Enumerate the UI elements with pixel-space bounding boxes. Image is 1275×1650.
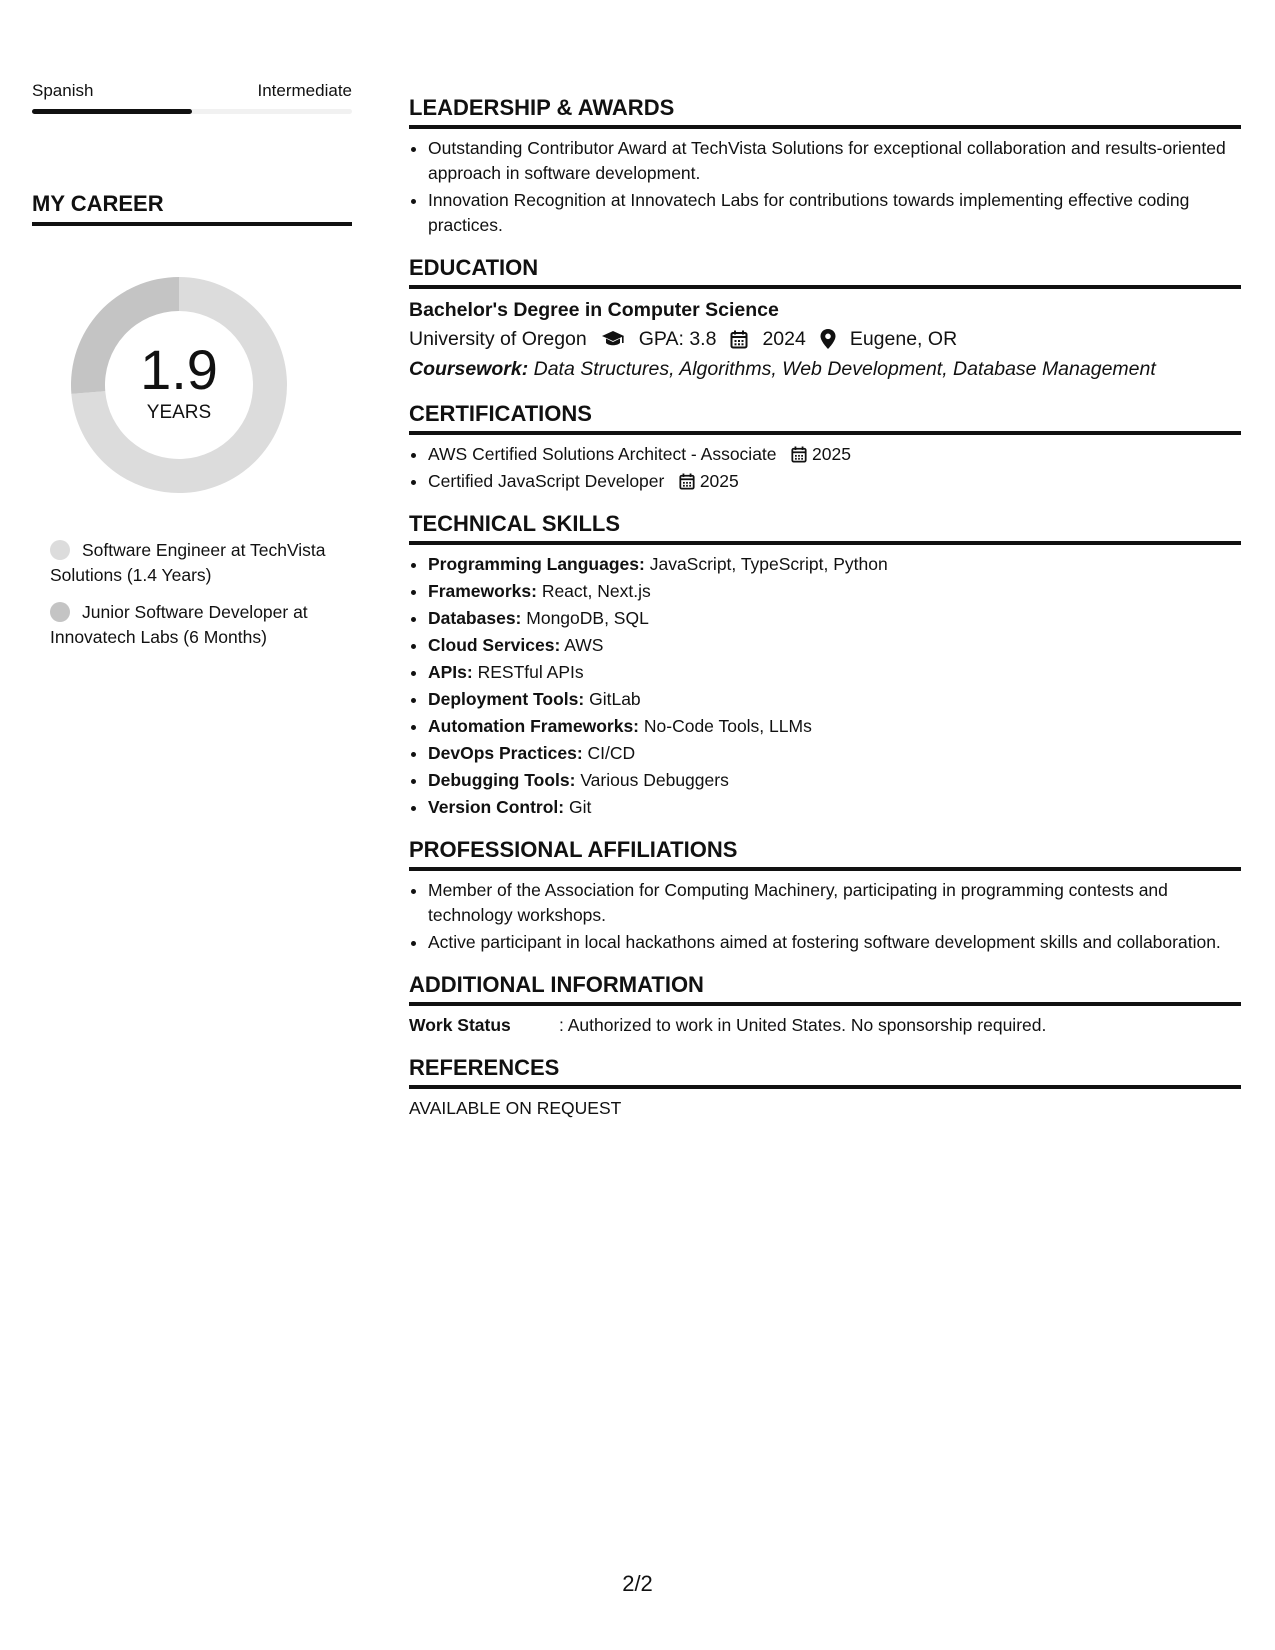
sidebar — [32, 80, 352, 662]
leadership-list — [409, 136, 1241, 238]
skill-label: Debugging Tools: — [428, 770, 576, 790]
education-details — [409, 324, 1241, 354]
section-leadership — [409, 94, 1241, 238]
section-rule — [409, 1002, 1241, 1006]
career-legend-item — [50, 600, 352, 650]
skill-value: MongoDB, SQL — [526, 608, 649, 628]
skill-item — [428, 552, 1241, 577]
skill-value: RESTful APIs — [477, 662, 584, 682]
skills-list — [409, 552, 1241, 820]
section-title: CERTIFICATIONS — [409, 401, 592, 426]
skill-label: DevOps Practices: — [428, 743, 583, 763]
career-legend-label: Software Engineer at TechVista Solutions (1.4 Years) — [50, 540, 326, 585]
career-legend — [32, 538, 352, 650]
legend-dot-icon — [50, 540, 70, 560]
list-item: • Member of the Association for Computing Machinery, participating in programming contests and technology workshops. — [428, 878, 1241, 928]
career-legend-item — [50, 538, 352, 588]
skill-value: React, Next.js — [541, 581, 651, 601]
section-title: ADDITIONAL INFORMATION — [409, 972, 704, 997]
career-heading-rule — [32, 222, 352, 226]
skill-label: Databases: — [428, 608, 522, 628]
skill-item — [428, 606, 1241, 631]
main-content — [409, 94, 1241, 1137]
certification-name: Certified JavaScript Developer — [428, 471, 665, 491]
list-item: • Outstanding Contributor Award at TechVista Solutions for exceptional collaboration and results-oriented approach in software development. — [428, 136, 1241, 186]
section-professional-affiliations — [409, 836, 1241, 955]
section-title: REFERENCES — [409, 1055, 560, 1080]
skill-item — [428, 741, 1241, 766]
skill-item — [428, 795, 1241, 820]
career-legend-label: Junior Software Developer at Innovatech Labs (6 Months) — [50, 602, 308, 647]
skill-label: Deployment Tools: — [428, 689, 585, 709]
skill-value: GitLab — [589, 689, 641, 709]
education-gpa: GPA: 3.8 — [638, 328, 717, 350]
work-status-label: Work Status — [409, 1015, 511, 1035]
education-coursework — [409, 354, 1241, 384]
map-pin-icon — [820, 329, 836, 349]
career-total-unit: YEARS — [146, 402, 212, 423]
skill-item — [428, 714, 1241, 739]
section-title: EDUCATION — [409, 255, 539, 280]
calendar-icon — [791, 446, 807, 463]
list-item — [428, 442, 1241, 467]
section-title: PROFESSIONAL AFFILIATIONS — [409, 837, 738, 862]
education-year: 2024 — [762, 328, 806, 350]
work-status-value: : Authorized to work in United States. No sponsorship required. — [559, 1015, 1047, 1035]
section-title: TECHNICAL SKILLS — [409, 511, 621, 536]
language-proficiency-bar — [32, 109, 352, 114]
education-location: Eugene, OR — [849, 328, 958, 350]
calendar-icon — [730, 330, 748, 349]
skill-label: Programming Languages: — [428, 554, 645, 574]
skill-value: AWS — [564, 635, 604, 655]
career-donut-center — [64, 270, 294, 500]
career-donut-chart — [64, 270, 294, 500]
skill-value: No-Code Tools, LLMs — [643, 716, 812, 736]
section-education — [409, 254, 1241, 384]
skill-label: Version Control: — [428, 797, 565, 817]
skill-label: Cloud Services: — [428, 635, 561, 655]
section-rule — [409, 431, 1241, 435]
skill-value: JavaScript, TypeScript, Python — [649, 554, 888, 574]
skill-item — [428, 768, 1241, 793]
skill-item — [428, 687, 1241, 712]
skill-label: Frameworks: — [428, 581, 537, 601]
section-additional-information — [409, 971, 1241, 1038]
skill-item — [428, 660, 1241, 685]
page-number: 2/2 — [622, 1571, 653, 1596]
section-technical-skills — [409, 510, 1241, 820]
education-school: University of Oregon — [409, 328, 587, 350]
list-item: • Innovation Recognition at Innovatech Labs for contributions towards implementing effective coding practices. — [428, 188, 1241, 238]
section-rule — [409, 867, 1241, 871]
certification-year: 2025 — [699, 471, 739, 491]
section-title: LEADERSHIP & AWARDS — [409, 95, 675, 120]
section-references — [409, 1054, 1241, 1121]
list-item: • Active participant in local hackathons aimed at fostering software development skills and collaboration. — [428, 930, 1241, 955]
section-certifications — [409, 400, 1241, 494]
career-total-value: 1.9 — [140, 338, 218, 401]
skill-label: Automation Frameworks: — [428, 716, 639, 736]
education-degree: Bachelor's Degree in Computer Science — [409, 299, 779, 321]
language-name: Spanish — [32, 81, 94, 100]
calendar-icon — [679, 473, 695, 490]
certifications-list — [409, 442, 1241, 494]
career-heading: MY CAREER — [32, 191, 164, 216]
certification-year: 2025 — [812, 444, 851, 464]
skill-value: CI/CD — [587, 743, 636, 763]
affiliations-list — [409, 878, 1241, 955]
list-item — [428, 469, 1241, 494]
skill-item — [428, 633, 1241, 658]
section-rule — [409, 541, 1241, 545]
coursework-label: Coursework: — [409, 358, 529, 380]
skill-value: Git — [569, 797, 592, 817]
graduation-cap-icon — [601, 330, 625, 348]
section-rule — [409, 1085, 1241, 1089]
references-text: AVAILABLE ON REQUEST — [409, 1098, 622, 1118]
skill-value: Various Debuggers — [580, 770, 729, 790]
skill-item — [428, 579, 1241, 604]
language-proficiency-fill — [32, 109, 192, 114]
section-rule — [409, 125, 1241, 129]
language-level: Intermediate — [257, 81, 352, 100]
legend-dot-icon — [50, 602, 70, 622]
language-row — [32, 80, 352, 102]
coursework-list: Data Structures, Algorithms, Web Development, Database Management — [533, 358, 1156, 380]
certification-name: AWS Certified Solutions Architect - Associate — [428, 444, 777, 464]
section-rule — [409, 285, 1241, 289]
work-status-row — [409, 1013, 1241, 1038]
skill-label: APIs: — [428, 662, 473, 682]
